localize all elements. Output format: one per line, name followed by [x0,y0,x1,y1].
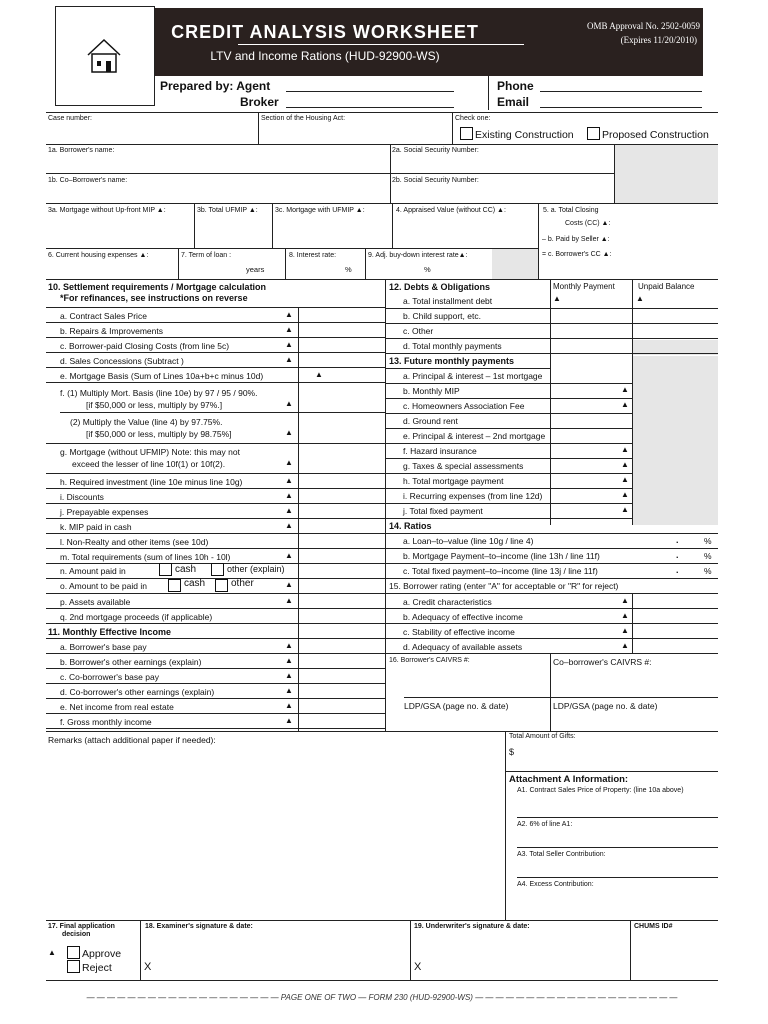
shaded-box-f9 [492,249,538,279]
ldp-gsa-coborrower: LDP/GSA (page no. & date) [553,701,658,711]
line-13b-label: b. Monthly MIP [403,386,460,396]
proposed-checkbox[interactable] [587,127,600,140]
f9-label: 9. Adj. buy-down interest rate▲: [368,252,468,259]
line-10m-field[interactable] [299,549,385,562]
monthly-payment-header: Monthly Payment [553,282,615,291]
section-14-title: 14. Ratios [389,521,432,531]
line-10f1-field[interactable] [299,383,385,412]
f17-decision-label: decision [62,931,91,938]
line-13g-field[interactable] [551,459,632,472]
triangle-marker: ▲ [285,310,293,319]
triangle-marker: ▲ [285,521,293,530]
f5c-label: = c. Borrower's CC ▲: [542,251,612,258]
line-14b-field[interactable] [640,549,718,562]
triangle-marker: ▲ [285,551,293,560]
line-10m-label: m. Total requirements (sum of lines 10h - 10l) [60,552,231,562]
shaded-unpaid-13 [633,356,718,525]
f8-label: 8. Interest rate: [289,252,337,259]
f6-label: 6. Current housing expenses ▲: [48,252,149,259]
line-14a-field[interactable] [640,534,718,547]
line-10q-label: q. 2nd mortgage proceeds (if applicable) [60,612,213,622]
underwriter-sign-x[interactable]: X [414,961,422,973]
line-11f-label: f. Gross monthly income [60,717,152,727]
line-13a-label: a. Principal & interest – 1st mortgage [403,371,543,381]
gifts-dollar: $ [509,747,515,757]
line-12a-label: a. Total installment debt [403,296,493,306]
triangle-marker: ▲ [285,325,293,334]
triangle-marker: ▲ [285,641,293,650]
line-13c-label: c. Homeowners Association Fee [403,401,525,411]
line-11b-label: b. Borrower's other earnings (explain) [60,657,202,667]
f9-unit: % [424,265,431,274]
line-13f-label: f. Hazard insurance [403,446,477,456]
line-13j-label: j. Total fixed payment [403,506,483,516]
line-13h-label: h. Total mortgage payment [403,476,504,486]
line-10o-field[interactable] [299,579,385,592]
line-13i-field[interactable] [551,489,632,502]
proposed-construction-option[interactable]: Proposed Construction [587,127,709,141]
triangle-marker: ▲ [285,355,293,364]
line-10n-field[interactable] [299,564,385,577]
section-13-title: 13. Future monthly payments [389,356,515,366]
triangle-marker: ▲ [285,428,293,437]
triangle-marker: ▲ [285,506,293,515]
f7-label: 7. Term of loan : [181,252,232,259]
line-15b-field[interactable] [633,609,718,622]
line-10k-label: k. MIP paid in cash [60,522,132,532]
line-15c-field[interactable] [633,624,718,637]
f5a-costs-label: Costs (CC) ▲: [565,220,611,227]
agent-field[interactable] [286,81,454,92]
line-13f-field[interactable] [551,444,632,457]
broker-label: Broker [240,95,279,109]
section-10-title: 10. Settlement requirements / Mortgage calculation [48,282,267,292]
line-13j-field[interactable] [551,504,632,517]
line-10l-field[interactable] [299,534,385,547]
triangle-marker: ▲ [621,596,629,605]
line-10g-label: g. Mortgage (without UFMIP) Note: this may not [60,447,240,457]
line-11d-label: d. Co-borrower's other earnings (explain) [60,687,215,697]
line-12d-payment[interactable] [551,339,632,352]
line-10g-field[interactable] [299,444,385,473]
line-10k-field[interactable] [299,519,385,532]
line-11c-label: c. Co-borrower's base pay [60,672,159,682]
f5a-label: 5. a. Total Closing [543,207,599,214]
borrower-name-label: 1a. Borrower's name: [48,147,115,154]
shaded-box-ssn [614,145,718,203]
line-10q-field[interactable] [299,609,385,622]
line-11e-field[interactable] [299,699,385,712]
f17-triangle: ▲ [48,948,56,957]
form-title: CREDIT ANALYSIS WORKSHEET [171,22,479,42]
omb-expires: (Expires 11/20/2010) [620,35,697,45]
ldp-gsa-borrower: LDP/GSA (page no. & date) [404,701,509,711]
line-10b-field[interactable] [299,323,385,336]
line-10b-label: b. Repairs & Improvements [60,326,163,336]
triangle-marker: ▲ [285,340,293,349]
triangle-marker: ▲ [621,505,629,514]
line-10f1-note: [if $50,000 or less, multiply by 97%.] [86,400,223,410]
line-10j-field[interactable] [299,504,385,517]
triangle-marker: ▲ [285,716,293,725]
triangle-marker: ▲ [315,370,323,379]
line-13d-field[interactable] [551,414,632,427]
triangle-marker: ▲ [621,641,629,650]
reject-checkbox[interactable] [67,960,80,973]
line-12d-label: d. Total monthly payments [403,341,502,351]
f3b-label: 3b. Total UFMIP ▲: [197,207,258,214]
form-subtitle: LTV and Income Rations (HUD-92900-WS) [210,49,440,63]
line-10h-label: h. Required investment (line 10e minus line 10g) [60,477,243,487]
ratio-percent: % [704,536,712,546]
line-13e-label: e. Principal & interest – 2nd mortgage [403,431,546,441]
triangle-marker: ▲ [621,460,629,469]
ratio-percent: % [704,551,712,561]
line-12b-label: b. Child support, etc. [403,311,481,321]
line-14a-label: a. Loan–to–value (line 10g / line 4) [403,536,534,546]
triangle-marker: ▲ [621,475,629,484]
line-10c-field[interactable] [299,338,385,351]
line-12c-label: c. Other [403,326,434,336]
line-12b-balance[interactable] [633,309,718,322]
line-10p-label: p. Assets available [60,597,131,607]
line-13h-field[interactable] [551,474,632,487]
a4-label: A4. Excess Contribution: [517,881,594,888]
triangle-marker: ▲ [285,671,293,680]
line-13b-field[interactable] [551,384,632,397]
n-cash-label: cash [175,564,197,575]
o-other-label: other [231,578,254,589]
line-10c-label: c. Borrower-paid Closing Costs (from line 5c) [60,341,230,351]
prepared-by-agent-label: Prepared by: Agent [160,79,271,93]
section-15-title: 15. Borrower rating (enter "A" for acceptable or "R" for reject) [389,581,619,591]
chums-id-label: CHUMS ID# [634,923,673,930]
broker-field[interactable] [286,97,454,108]
f3c-label: 3c. Mortgage with UFMIP ▲: [275,207,365,214]
page-footer: — — — — — — — — — — — — — — — — — — — PAGE ONE OF TWO — FORM 230 (HUD-92900-WS) — — — — — — — — — — — — — — — — — — — — [86,993,678,1002]
n-other-label: other (explain) [227,564,285,574]
line-10f2-note: [if $50,000 or less, multiply by 98.75%] [86,429,232,439]
f8-unit: % [345,265,352,274]
f3a-label: 3a. Mortgage without Up-front MIP ▲: [48,207,166,214]
section-10-note: *For refinances, see instructions on reverse [60,293,248,303]
phone-field[interactable] [540,81,702,92]
triangle-marker: ▲ [621,626,629,635]
check-one-label: Check one: [455,115,491,122]
line-15a-label: a. Credit characteristics [403,597,492,607]
line-12c-payment[interactable] [551,324,632,337]
line-11c-field[interactable] [299,669,385,682]
triangle-marker: ▲ [285,580,293,589]
line-14c-field[interactable] [640,564,718,577]
line-10g-note: exceed the lesser of line 10f(1) or 10f(2). [72,459,226,469]
unpaid-balance-header: Unpaid Balance [638,282,695,291]
a1-label: A1. Contract Sales Price of Property: (line 10a above) [517,787,684,794]
section-act-label: Section of the Housing Act: [261,115,346,122]
line-10i-field[interactable] [299,489,385,502]
o-cash-label: cash [184,578,206,589]
line-12c-balance[interactable] [633,324,718,337]
ratio-decimal: . [676,535,679,545]
triangle-marker: ▲ [285,476,293,485]
title-underline [238,44,524,45]
case-number-label: Case number: [48,115,92,122]
line-10i-label: i. Discounts [60,492,104,502]
coborrower-name-label: 1b. Co–Borrower's name: [48,177,128,184]
line-13e-field[interactable] [551,429,632,442]
triangle-marker: ▲ [285,656,293,665]
line-11e-label: e. Net income from real estate [60,702,174,712]
line-10h-field[interactable] [299,474,385,487]
co-caivrs-label: Co–borrower's CAIVRS #: [553,657,652,667]
line-15a-field[interactable] [633,594,718,607]
triangle-marker: ▲ [621,385,629,394]
line-10j-label: j. Prepayable expenses [60,507,149,517]
line-11f-field[interactable] [299,714,385,727]
triangle-marker: ▲ [621,445,629,454]
triangle-marker: ▲ [621,611,629,620]
line-10p-field[interactable] [299,594,385,607]
monthly-triangle: ▲ [553,294,561,303]
ratio-percent: % [704,566,712,576]
o-other-checkbox[interactable] [215,579,228,592]
ratio-decimal: . [676,550,679,560]
line-15c-label: c. Stability of effective income [403,627,515,637]
line-10o-label: o. Amount to be paid in [60,581,147,591]
ratio-decimal: . [676,565,679,575]
line-13g-label: g. Taxes & special assessments [403,461,524,471]
attachment-a-title: Attachment A Information: [509,774,629,785]
triangle-marker: ▲ [285,399,293,408]
line-10n-label: n. Amount paid in [60,566,126,576]
triangle-marker: ▲ [621,400,629,409]
line-13d-label: d. Ground rent [403,416,458,426]
triangle-marker: ▲ [285,491,293,500]
a3-label: A3. Total Seller Contribution: [517,851,606,858]
line-13c-field[interactable] [551,399,632,412]
logo-box [55,6,155,106]
triangle-marker: ▲ [285,596,293,605]
line-13a-field[interactable] [551,369,632,382]
a2-label: A2. 6% of line A1: [517,821,573,828]
line-10l-label: l. Non-Realty and other items (see 10d) [60,537,209,547]
email-field[interactable] [540,97,702,108]
line-15d-label: d. Adequacy of available assets [403,642,523,652]
existing-construction-option[interactable]: Existing Construction [460,127,574,141]
email-label: Email [497,95,530,109]
line-11a-label: a. Borrower's base pay [60,642,147,652]
line-10f2-label: (2) Multiply the Value (line 4) by 97.75%. [70,417,223,427]
approve-option[interactable]: Approve [67,946,121,960]
line-15d-field[interactable] [633,639,718,652]
line-11b-field[interactable] [299,654,385,667]
approve-checkbox[interactable] [67,946,80,959]
line-10f1-label: f. (1) Multiply Mort. Basis (line 10e) by 97 / 95 / 90%. [60,388,258,398]
triangle-marker: ▲ [285,701,293,710]
line-14b-label: b. Mortgage Payment–to–income (line 13h / line 11f) [403,551,600,561]
existing-checkbox[interactable] [460,127,473,140]
f17-label: 17. Final application [48,923,115,930]
triangle-marker: ▲ [285,686,293,695]
n-cash-checkbox[interactable] [159,563,172,576]
f18-label: 18. Examiner's signature & date: [145,923,253,930]
caivrs-label: 16. Borrower's CAIVRS #: [389,657,470,664]
f19-label: 19. Underwriter's signature & date: [414,923,530,930]
n-other-checkbox[interactable] [211,563,224,576]
line-10e-label: e. Mortgage Basis (Sum of Lines 10a+b+c minus 10d) [60,371,264,381]
f4-label: 4. Appraised Value (without CC) ▲: [396,207,506,214]
f5b-label: – b. Paid by Seller ▲: [542,236,610,243]
o-cash-checkbox[interactable] [168,579,181,592]
triangle-marker: ▲ [621,490,629,499]
gifts-label: Total Amount of Gifts: [509,733,576,740]
f7-unit: years [246,265,265,274]
line-12a-balance[interactable] [633,294,718,307]
line-10f2-field[interactable] [299,413,385,442]
triangle-marker: ▲ [285,458,293,467]
examiner-sign-x[interactable]: X [144,961,152,973]
unpaid-triangle: ▲ [636,294,644,303]
remarks-label: Remarks (attach additional paper if needed): [48,735,216,745]
line-11a-field[interactable] [299,639,385,652]
line-14c-label: c. Total fixed payment–to–income (line 13j / line 11f) [403,566,598,576]
line-10e-field[interactable] [299,368,385,381]
line-10d-field[interactable] [299,353,385,366]
line-12b-payment[interactable] [551,309,632,322]
line-10a-field[interactable] [299,308,385,321]
ssn-2a-label: 2a. Social Security Number: [392,147,479,154]
line-10a-label: a. Contract Sales Price [60,311,147,321]
ssn-2b-label: 2b. Social Security Number: [392,177,479,184]
phone-label: Phone [497,79,534,93]
section-11-title: 11. Monthly Effective Income [48,627,172,637]
omb-approval: OMB Approval No. 2502-0059 [587,21,700,31]
line-10d-label: d. Sales Concessions (Subtract ) [60,356,184,366]
line-13i-label: i. Recurring expenses (from line 12d) [403,491,543,501]
section-12-title: 12. Debts & Obligations [389,282,491,292]
line-15b-label: b. Adequacy of effective income [403,612,523,622]
house-icon [84,35,124,75]
line-11d-field[interactable] [299,684,385,697]
reject-option[interactable]: Reject [67,960,112,974]
